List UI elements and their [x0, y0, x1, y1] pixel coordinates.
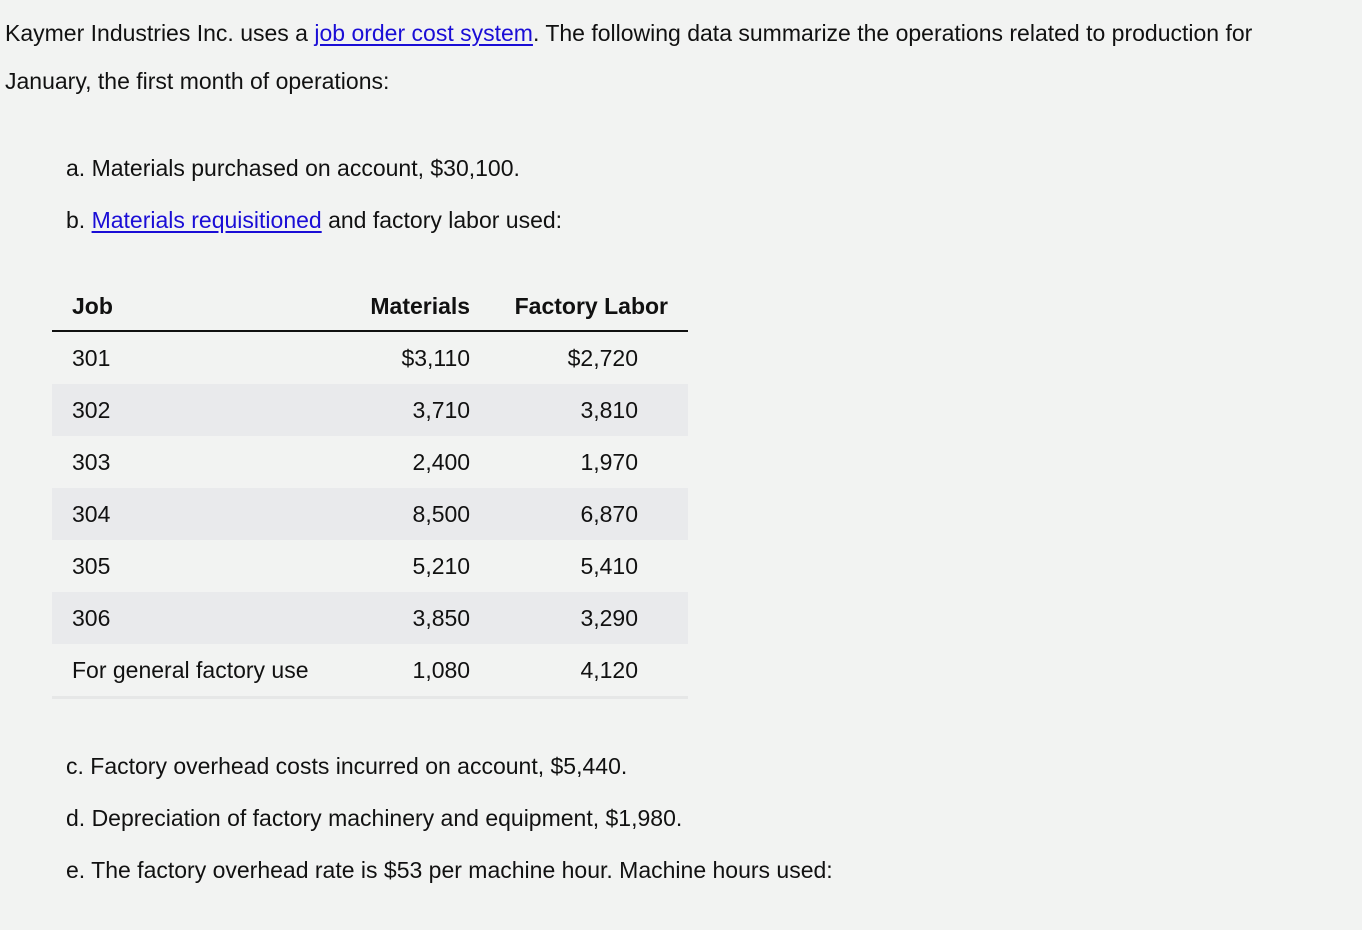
labor-cell: 5,410	[580, 552, 638, 579]
table-row	[52, 592, 688, 644]
table-row	[52, 540, 688, 592]
labor-cell: $2,720	[567, 344, 638, 371]
item-b	[66, 205, 562, 235]
job-cell: 304	[52, 488, 321, 540]
table-row	[52, 331, 688, 384]
item-e: e. The factory overhead rate is $53 per machine hour. Machine hours used:	[66, 857, 833, 883]
labor-cell: 3,290	[470, 592, 688, 644]
job-cell: 303	[72, 448, 111, 475]
job-cell: For general factory use	[52, 644, 321, 698]
labor-cell: 6,870	[470, 488, 688, 540]
job-cell: 305	[72, 552, 111, 579]
materials-cell: 3,850	[321, 592, 470, 644]
item-b-suffix: and factory labor used:	[321, 207, 563, 233]
item-d: d. Depreciation of factory machinery and equipment, $1,980.	[66, 805, 683, 831]
materials-cell: $3,110	[401, 344, 471, 371]
item-a: a. Materials purchased on account, $30,100.	[66, 155, 520, 181]
materials-cell: 8,500	[321, 488, 470, 540]
intro-text-end: . The following data summarize the operations related to production for January, the first month of operations:	[5, 20, 1253, 94]
labor-cell: 3,810	[470, 384, 688, 436]
table-row	[52, 384, 688, 436]
materials-cell: 5,210	[412, 552, 471, 579]
labor-cell: 1,970	[580, 448, 638, 475]
job-cell: 302	[52, 384, 321, 436]
table-header-row	[52, 282, 688, 331]
table-row	[52, 644, 688, 698]
job-order-cost-system-link[interactable]: job order cost system	[314, 20, 533, 46]
materials-cell: 3,710	[321, 384, 470, 436]
intro-paragraph	[5, 9, 1345, 105]
job-cell: 301	[72, 344, 111, 371]
materials-requisitioned-link[interactable]: Materials requisitioned	[91, 207, 322, 233]
materials-labor-table	[52, 282, 688, 699]
item-b-prefix: b.	[66, 207, 92, 233]
labor-cell: 4,120	[470, 644, 688, 698]
job-cell: 306	[52, 592, 321, 644]
table-row	[52, 436, 688, 488]
header-materials: Materials	[321, 282, 470, 331]
materials-cell: 1,080	[321, 644, 470, 698]
item-c: c. Factory overhead costs incurred on account, $5,440.	[66, 753, 628, 779]
table-row	[52, 488, 688, 540]
header-factory-labor: Factory Labor	[470, 282, 688, 331]
intro-text-start: Kaymer Industries Inc. uses a	[5, 20, 315, 46]
materials-cell: 2,400	[412, 448, 471, 475]
header-job: Job	[52, 282, 321, 331]
